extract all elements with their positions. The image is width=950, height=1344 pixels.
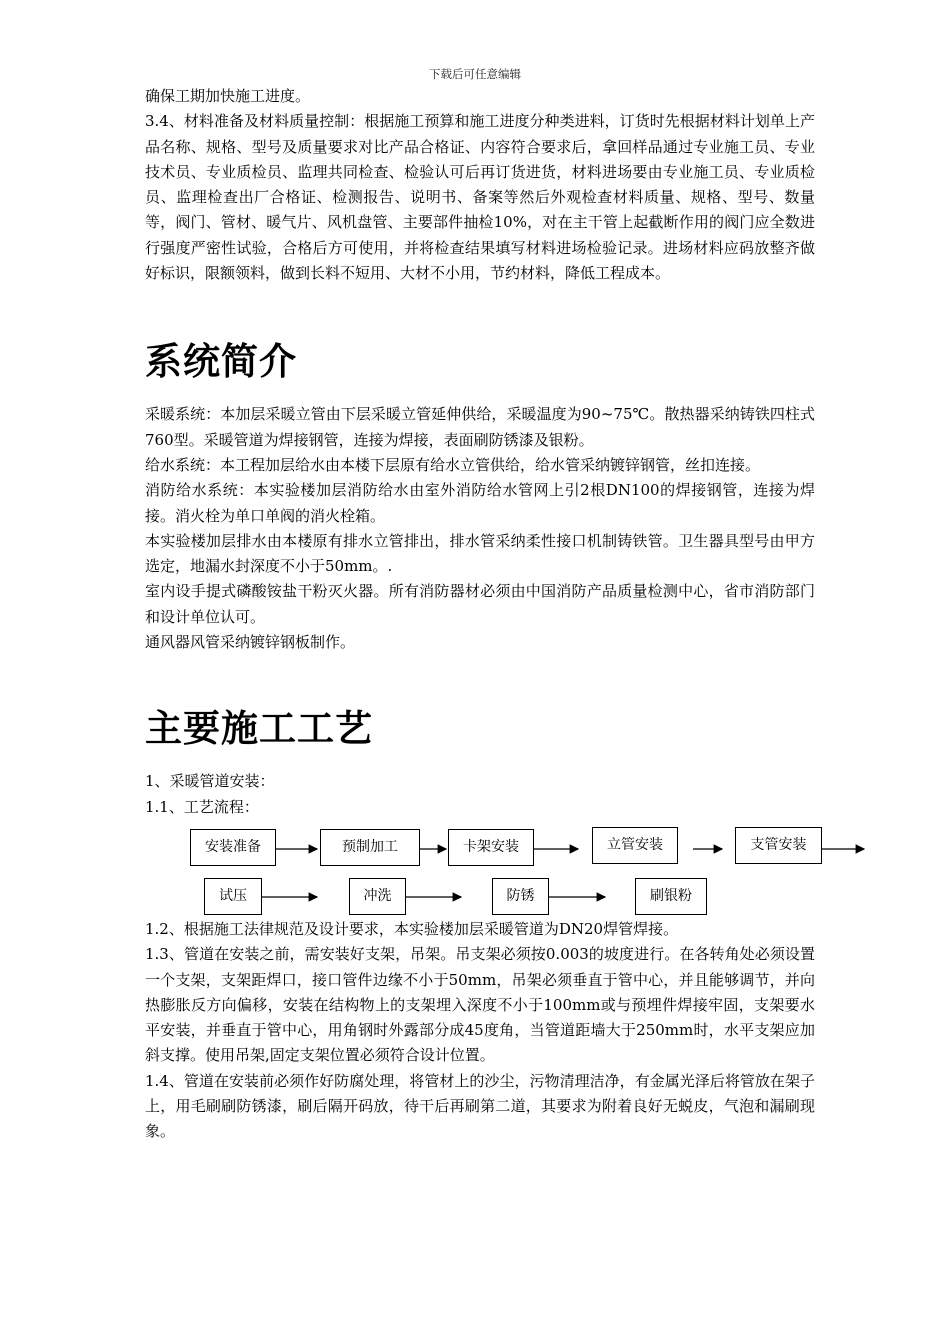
- flow-step-prepare: 安装准备: [190, 829, 276, 866]
- paragraph: 采暖系统：本加层采暖立管由下层采暖立管延伸供给，采暖温度为90~75℃。散热器采纳铸铁四柱式760型。采暖管道为焊接钢管，连接为焊接，表面刷防锈漆及银粉。: [145, 405, 815, 449]
- section-heading-system-intro: 系统简介: [145, 340, 297, 384]
- paragraph: 本实验楼加层排水由本楼原有排水立管排出，排水管采纳柔性接口机制铸铁管。卫生器具型号由甲方选定，地漏水封深度不小于50mm。.: [145, 531, 815, 576]
- paragraph: 1.2、根据施工法律规范及设计要求，本实验楼加层采暖管道为DN20焊管焊接。: [145, 919, 679, 938]
- document-body: [145, 84, 815, 1145]
- paragraph: 确保工期加快施工进度。: [145, 87, 311, 105]
- paragraph: 室内设手提式磷酸铵盐干粉灭火器。所有消防器材必须由中国消防产品质量检测中心，省市消防部门和设计单位认可。: [145, 582, 815, 626]
- flow-step-pressure-test: 试压: [204, 878, 262, 915]
- flow-step-branch-install: 支管安装: [735, 827, 822, 864]
- process-flow-diagram: [133, 821, 873, 917]
- flow-step-prefabricate: 预制加工: [320, 829, 420, 866]
- flow-step-riser-install: 立管安装: [592, 827, 678, 864]
- paragraph: 给水系统：本工程加层给水由本楼下层原有给水立管供给，给水管采纳镀锌钢管，丝扣连接。: [145, 455, 761, 474]
- page-header: 下载后可任意编辑: [429, 67, 521, 81]
- section-heading-main-process: 主要施工工艺: [145, 707, 373, 751]
- flow-step-rustproof: 防锈: [492, 878, 549, 915]
- paragraph: 1.3、管道在安装之前，需安装好支架，吊架。吊支架必须按0.003的坡度进行。在各转角处必须设置一个支架，支架距焊口，接口管件边缘不小于50mm，吊架必须垂直于管中心，并且能够调节，并向热膨胀反方向偏移，安装在结构物上的支架埋入深度不小于100mm或与预埋件焊接牢固，支架要水平安装，并垂直于管中心，用角钢时外露部分成45度角，当管道距墙大于250mm时，水平支架应加斜支撑。使用吊架,固定支架位置必须符合设计位置。: [145, 945, 815, 1065]
- paragraph: 消防给水系统：本实验楼加层消防给水由室外消防给水管网上引2根DN100的焊接钢管，连接为焊接。消火栓为单口单阀的消火栓箱。: [145, 481, 815, 525]
- paragraph: 1.4、管道在安装前必须作好防腐处理，将管材上的沙尘，污物清理洁净，有金属光泽后将管放在架子上，用毛刷刷防锈漆，刷后隔开码放，待干后再刷第二道，其要求为附着良好无蜕皮，气泡和漏刷现象。: [145, 1071, 815, 1141]
- paragraph: 通风器风管采纳镀锌钢板制作。: [145, 633, 356, 652]
- flow-step-bracket-install: 卡架安装: [448, 829, 534, 866]
- paragraph: 1.1、工艺流程：: [145, 797, 259, 816]
- flow-step-flush: 冲洗: [349, 878, 406, 915]
- paragraph: 3.4、材料准备及材料质量控制：根据施工预算和施工进度分种类进料，订货时先根据材料计划单上产品名称、规格、型号及质量要求对比产品合格证、内容符合要求后，拿回样品通过专业施工员、专业技术员、专业质检员、监理共同检查、检验认可后再订货进货，材料进场要由专业施工员、专业质检员、监理检查出厂合格证、检测报告、说明书、备案等然后外观检查材料质量、规格、型号、数量等，阀门、管材、暖气片、风机盘管、主要部件抽检10%，对在主干管上起截断作用的阀门应全数进行强度严密性试验，合格后方可使用，并将检查结果填写材料进场检验记录。进场材料应码放整齐做好标识，限额领料，做到长料不短用、大材不小用，节约材料，降低工程成本。: [145, 112, 815, 283]
- flow-step-silver-paint: 刷银粉: [635, 878, 707, 915]
- paragraph: 1、采暖管道安装：: [145, 772, 275, 791]
